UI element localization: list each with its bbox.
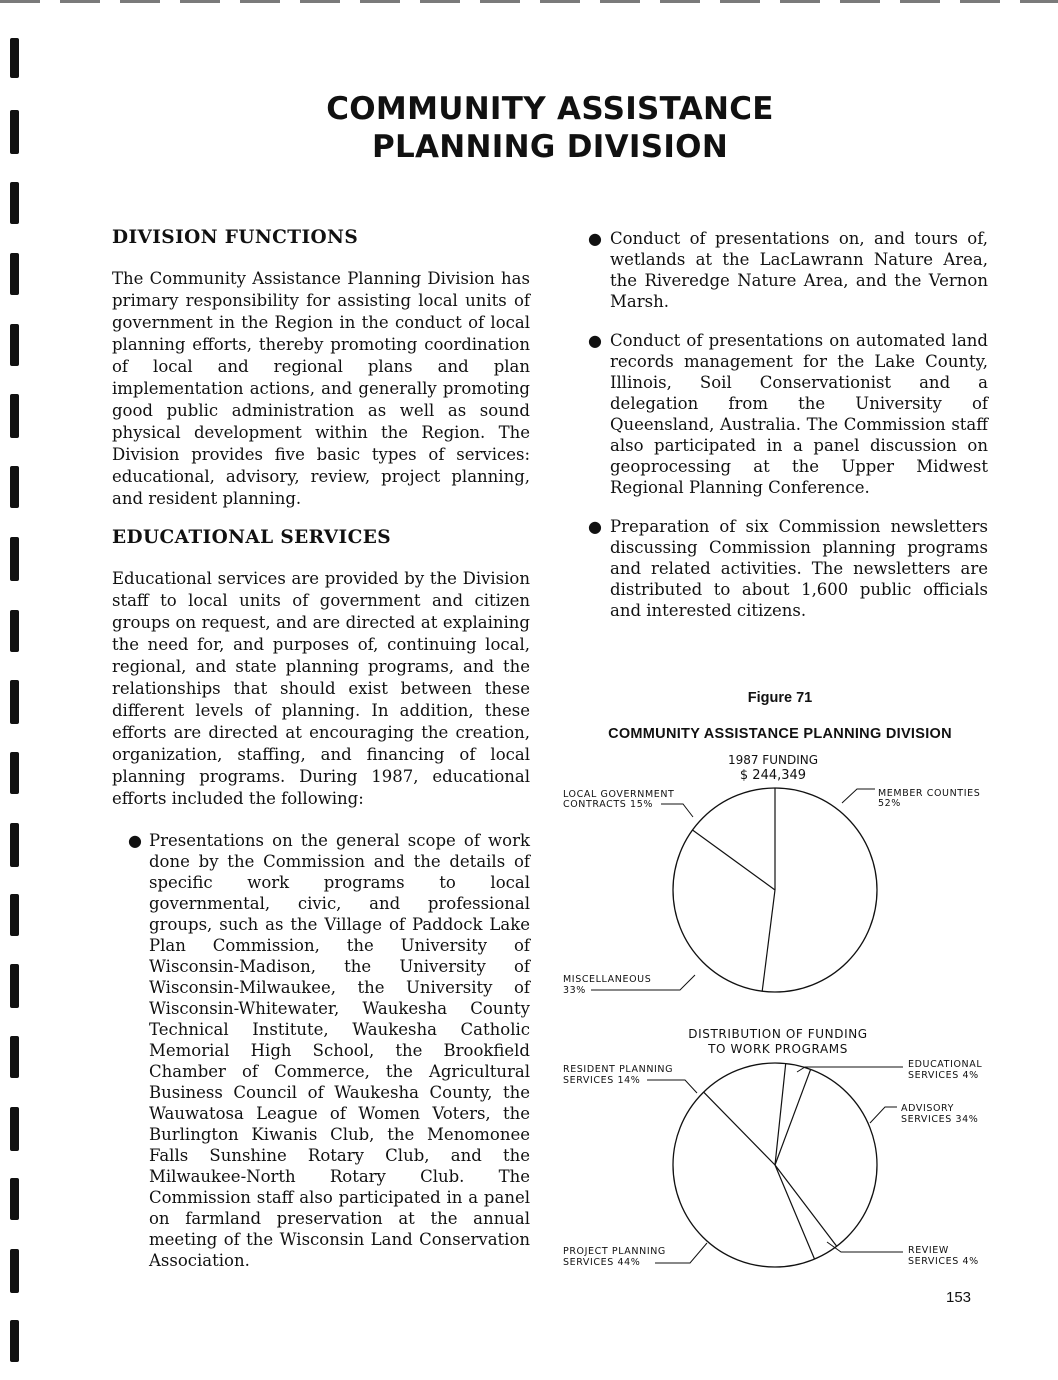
bullet-icon: ●: [588, 517, 602, 536]
chart2-label-review-line2: SERVICES 4%: [908, 1256, 979, 1267]
list-item: [588, 516, 988, 621]
binding-hole: [10, 182, 19, 224]
chart1-label-local-line1: LOCAL GOVERNMENT: [563, 789, 675, 800]
binding-hole: [10, 1249, 19, 1293]
bullet-icon: ●: [588, 229, 602, 248]
chart1-label-misc-line2: 33%: [563, 985, 586, 996]
chart2-leader-advisory: [870, 1107, 897, 1123]
chart1-label-member-line1: MEMBER COUNTIES: [878, 788, 981, 799]
chart2-slice-project-planning-services: [775, 1165, 815, 1259]
division-functions-paragraph: The Community Assistance Planning Division has primary responsibility for assisting local units of government in the Region in the conduct of local planning efforts, thereby promoting coordination of local and regional plans and plan implementation actions, and generally promoting good public administration as well as sound physical development within the Region. The Division provides five basic types of services: educational, advisory, review, project planning, and resident planning.: [112, 269, 530, 508]
right-bullet-list: [588, 228, 988, 621]
pie-charts: [555, 755, 1005, 1275]
binding-hole: [10, 110, 19, 154]
chart1-slice-miscellaneous: [762, 890, 775, 991]
chart2-pie: [673, 1063, 877, 1267]
binding-hole: [10, 324, 19, 366]
binding-hole: [10, 1178, 19, 1220]
list-item: [588, 228, 988, 312]
page-title: [240, 90, 860, 166]
chart2-leader-review: [827, 1242, 903, 1252]
chart1-leader-member: [842, 789, 875, 803]
chart1-pie: [673, 788, 877, 992]
educational-services-heading: EDUCATIONAL SERVICES: [112, 527, 391, 548]
educational-bullet-list: [112, 830, 530, 1271]
educational-services-paragraph: Educational services are provided by the Division staff to local units of government and citizen groups on request, and are directed at explaining the need for, and purposes of, continuing local, regional, and state planning programs, and the relationships that should exist between these different levels of planning. In addition, these efforts are directed at encouraging the creation, organization, staffing, and financing of local planning programs. During 1987, educational efforts included the following:: [112, 569, 530, 808]
figure-number: Figure 71: [747, 690, 813, 706]
page-title-line-2: PLANNING DIVISION: [371, 129, 729, 165]
binding-hole: [10, 1320, 19, 1362]
left-column: [112, 226, 530, 1289]
chart2-label-project-line1: PROJECT PLANNING: [563, 1246, 666, 1257]
chart2-label-educational-line2: SERVICES 4%: [908, 1070, 979, 1081]
chart1-slice-local-government-contracts: [693, 830, 776, 890]
chart1-label-misc-line1: MISCELLANEOUS: [563, 974, 652, 985]
chart1-label-member-line2: 52%: [878, 798, 901, 809]
page-number: 153: [946, 1289, 972, 1306]
scan-top-edge: [0, 0, 1058, 3]
chart1-subtitle: $ 244,349: [739, 768, 807, 783]
chart2-subtitle: TO WORK PROGRAMS: [708, 1042, 848, 1056]
list-item-text: Conduct of presentations on, and tours of, wetlands at the LacLawrann Nature Area, the Riveredge Nature Area, and the Vernon Marsh.: [610, 229, 988, 311]
list-item-text: Preparation of six Commission newsletters discussing Commission planning programs and related activities. The newsletters are distributed to about 1,600 public officials and interested citizens.: [610, 517, 988, 620]
binding-hole: [10, 964, 19, 1008]
page-title-line-1: COMMUNITY ASSISTANCE: [326, 91, 774, 127]
binding-hole: [10, 752, 19, 794]
chart2-label-project-line2: SERVICES 44%: [563, 1257, 641, 1268]
binding-hole: [10, 466, 19, 508]
chart2-slice-resident-planning-services: [704, 1092, 775, 1165]
binding-hole: [10, 894, 19, 936]
chart2-label-advisory-line2: SERVICES 34%: [901, 1114, 979, 1125]
chart2-label-resident-line1: RESIDENT PLANNING: [563, 1064, 674, 1075]
chart1-label-local-line2: CONTRACTS 15%: [563, 799, 653, 810]
binding-hole: [10, 394, 19, 438]
binding-hole: [10, 253, 19, 295]
list-item-text: Conduct of presentations on automated land records management for the Lake County, Illinois, Soil Conservationist and a delegation from the University of Queensland, Australia. The Commission staff also participated in a panel discussion on geoprocessing at the Upper Midwest Regional Planning Conference.: [610, 331, 988, 497]
chart1-leader-local: [661, 804, 693, 817]
binding-hole: [10, 680, 19, 724]
binding-hole: [10, 610, 19, 652]
right-column: [588, 228, 988, 639]
chart2-slice-review-services: [775, 1165, 837, 1246]
list-item: [112, 830, 530, 1271]
binding-hole: [10, 38, 19, 78]
binding-hole: [10, 1107, 19, 1151]
chart2-leader-educational: [797, 1067, 903, 1072]
binding-hole: [10, 1036, 19, 1078]
binding-hole: [10, 537, 19, 581]
chart2-label-resident-line2: SERVICES 14%: [563, 1075, 641, 1086]
chart2-label-educational-line1: EDUCATIONAL: [908, 1059, 983, 1070]
bullet-icon: ●: [588, 331, 602, 350]
list-item: [588, 330, 988, 498]
chart2-label-advisory-line1: ADVISORY: [901, 1103, 955, 1114]
chart2-label-review-line1: REVIEW: [908, 1245, 949, 1256]
binding-hole: [10, 823, 19, 867]
bullet-icon: ●: [128, 831, 142, 850]
chart2-leader-resident: [647, 1080, 697, 1093]
division-functions-heading: DIVISION FUNCTIONS: [112, 227, 359, 248]
chart1-title: 1987 FUNDING: [727, 755, 819, 767]
list-item-text: Presentations on the general scope of work done by the Commission and the details of specific work programs to local governmental, civic, and professional groups, such as the Village of Paddock Lake Plan Commission, the University of Wisconsin-Madison, the University of Wisconsin-Milwaukee, the University of Wisconsin-Whitewater, Waukesha County Technical Institute, Waukesha Catholic Memorial High School, the Brookfield Chamber of Commerce, the Agricultural Business Council of Waukesha County, the Wauwatosa League of Women Voters, the Burlington Kiwanis Club, the Menomonee Falls Sunshine Rotary Club, and the Milwaukee-North Rotary Club. The Commission staff also participated in a panel on farmland preservation at the annual meeting of the Wisconsin Land Conservation Association.: [149, 831, 530, 1270]
figure-title: COMMUNITY ASSISTANCE PLANNING DIVISION: [608, 726, 952, 742]
chart2-title: DISTRIBUTION OF FUNDING: [688, 1027, 868, 1041]
